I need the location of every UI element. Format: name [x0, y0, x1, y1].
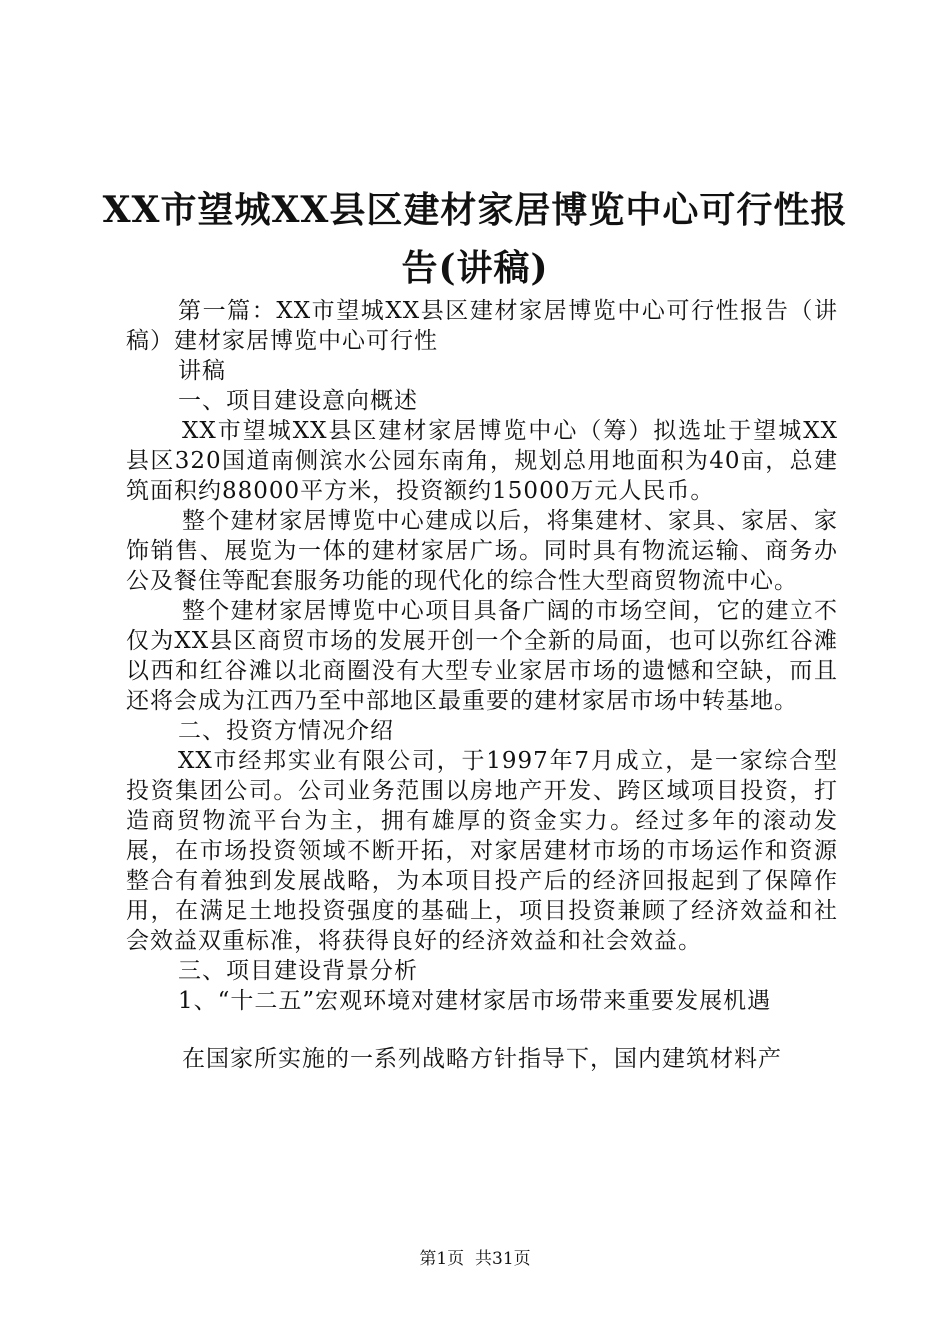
- page-number: 第1页: [419, 1249, 465, 1269]
- paragraph-project-overview: XX市望城XX县区建材家居博览中心（筹）拟选址于望城XX县区320国道南侧滨水公园东南角，规划总用地面积为40亩，总建筑面积约88000平方米，投资额约15000万元人民币。: [126, 418, 838, 504]
- paragraph-speech-label: 讲稿: [178, 358, 226, 384]
- paragraph-center-functions: 整个建材家居博览中心建成以后，将集建材、家具、家居、家饰销售、展览为一体的建材家居广场。同时具有物流运输、商务办公及餐住等配套服务功能的现代化的综合性大型商贸物流中心。: [126, 508, 838, 594]
- paragraph-market-space: 整个建材家居博览中心项目具备广阔的市场空间，它的建立不仅为XX县区商贸市场的发展开创一个全新的局面，也可以弥红谷滩以西和红谷滩以北商圈没有大型专业家居市场的遗憾和空缺，而且还将会成为江西乃至中部地区最重要的建材家居市场中转基地。: [126, 598, 838, 714]
- page-footer: [0, 1244, 950, 1269]
- document-title-line-2: 告(讲稿): [401, 247, 549, 289]
- paragraph-national-strategy: 在国家所实施的一系列战略方针指导下，国内建筑材料产: [182, 1046, 782, 1072]
- section-heading-1: 一、项目建设意向概述: [178, 388, 418, 414]
- subsection-heading-1: 1、“十二五”宏观环境对建材家居市场带来重要发展机遇: [178, 988, 772, 1014]
- document-body: [126, 296, 838, 1074]
- section-heading-2: 二、投资方情况介绍: [178, 718, 394, 744]
- page-total: 共31页: [475, 1249, 531, 1269]
- paragraph-spacer: [126, 1016, 838, 1044]
- document-title-line-1: XX市望城XX县区建材家居博览中心可行性报: [102, 189, 848, 231]
- paragraph-investor-intro: XX市经邦实业有限公司，于1997年7月成立，是一家综合型投资集团公司。公司业务范围以房地产开发、跨区域项目投资，打造商贸物流平台为主，拥有雄厚的资金实力。经过多年的滚动发展，在市场投资领域不断开拓，对家居建材市场的市场运作和资源整合有着独到发展战略，为本项目投产后的经济回报起到了保障作用，在满足土地投资强度的基础上，项目投资兼顾了经济效益和社会效益双重标准，将获得良好的经济效益和社会效益。: [126, 748, 838, 954]
- section-heading-3: 三、项目建设背景分析: [178, 958, 418, 984]
- paragraph-chapter-heading: 第一篇：XX市望城XX县区建材家居博览中心可行性报告（讲稿）建材家居博览中心可行性: [126, 298, 838, 354]
